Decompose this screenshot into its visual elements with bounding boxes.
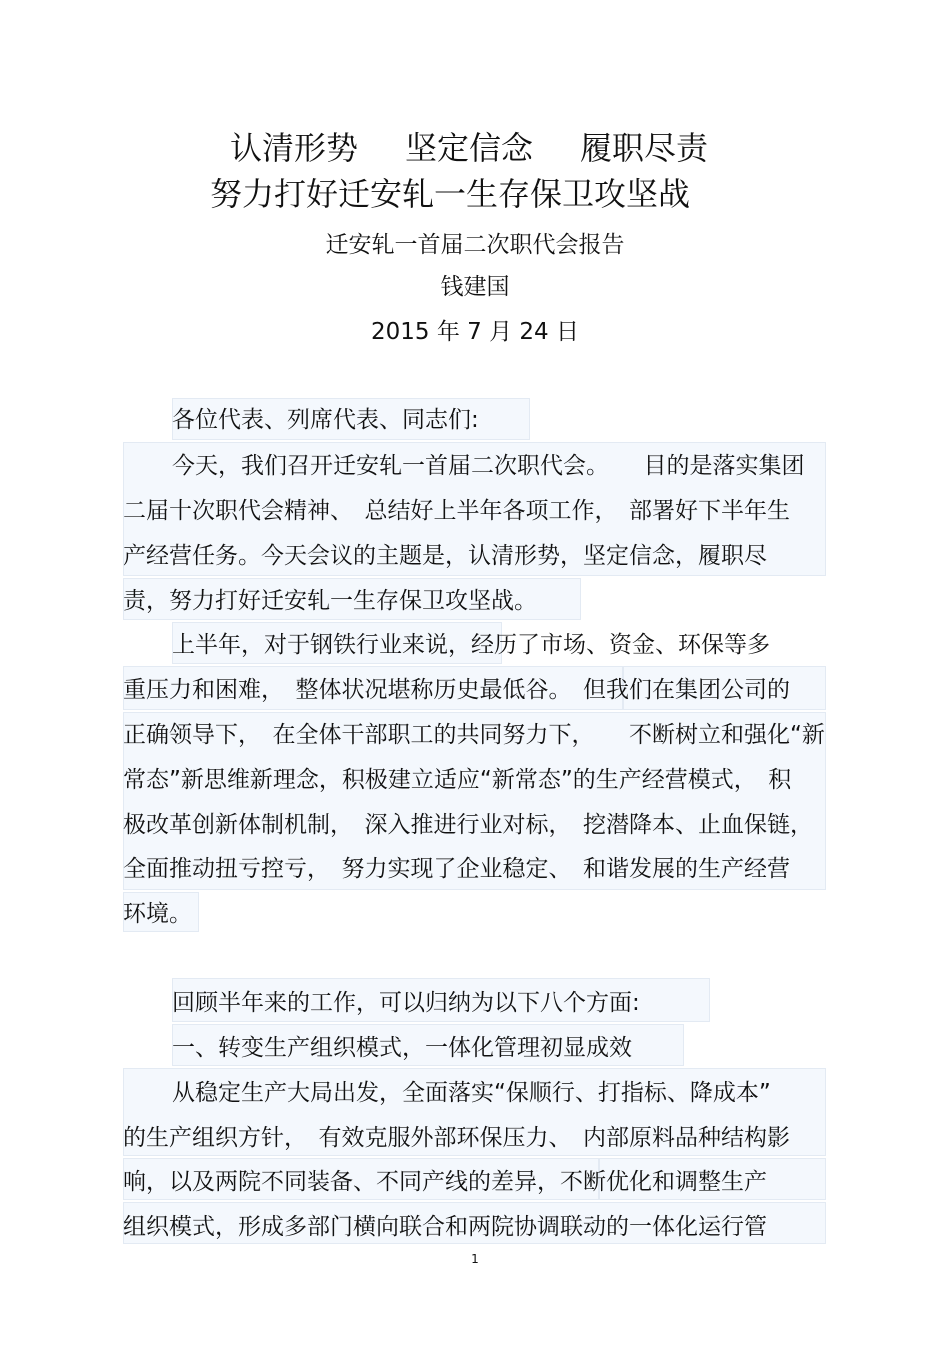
subtitle: 迁安轧一首届二次职代会报告	[325, 232, 625, 258]
body-line: 今天，我们召开迁安轧一首届二次职代会。 目的是落实集团	[172, 453, 805, 479]
page-number: 1	[471, 1252, 479, 1266]
title-part-3: 履职尽责	[580, 129, 709, 167]
body-line: 上半年，对于钢铁行业来说，经历了市场、资金、环保等多	[172, 632, 770, 658]
body-line: 组织模式，形成多部门横向联合和两院协调联动的一体化运行管	[123, 1214, 767, 1240]
title-line-2: 努力打好迁安轧一生存保卫攻坚战	[210, 175, 691, 213]
body-line: 从稳定生产大局出发，全面落实“保顺行、打指标、降成本”	[172, 1080, 771, 1106]
author: 钱建国	[440, 274, 510, 300]
body-line: 二届十次职代会精神、 总结好上半年各项工作， 部署好下半年生	[123, 498, 790, 524]
body-line: 产经营任务。今天会议的主题是，认清形势，坚定信念，履职尽	[123, 543, 767, 569]
body-line: 全面推动扭亏控亏， 努力实现了企业稳定、 和谐发展的生产经营	[123, 856, 790, 882]
body-line: 回顾半年来的工作，可以归纳为以下八个方面:	[172, 990, 640, 1016]
section-heading: 一、转变生产组织模式，一体化管理初显成效	[172, 1035, 632, 1061]
body-line: 的生产组织方针， 有效克服外部环保压力、 内部原料品种结构影	[123, 1125, 790, 1151]
body-line: 响，以及两院不同装备、不同产线的差异，不断优化和调整生产	[123, 1169, 767, 1195]
body-line: 正确领导下， 在全体干部职工的共同努力下， 不断树立和强化“新	[123, 722, 825, 748]
body-line: 环境。	[123, 901, 192, 927]
title-part-2: 坚定信念	[405, 129, 534, 167]
body-line: 重压力和困难， 整体状况堪称历史最低谷。 但我们在集团公司的	[123, 677, 790, 703]
title-part-1: 认清形势	[230, 129, 359, 167]
date: 2015 年 7 月 24 日	[371, 319, 579, 345]
body-line: 责，努力打好迁安轧一生存保卫攻坚战。	[123, 588, 537, 614]
body-line: 极改革创新体制机制， 深入推进行业对标， 挖潜降本、止血保链，	[123, 812, 813, 838]
body-line: 常态”新思维新理念，积极建立适应“新常态”的生产经营模式， 积	[123, 767, 792, 793]
body-line: 各位代表、列席代表、同志们:	[172, 407, 479, 433]
